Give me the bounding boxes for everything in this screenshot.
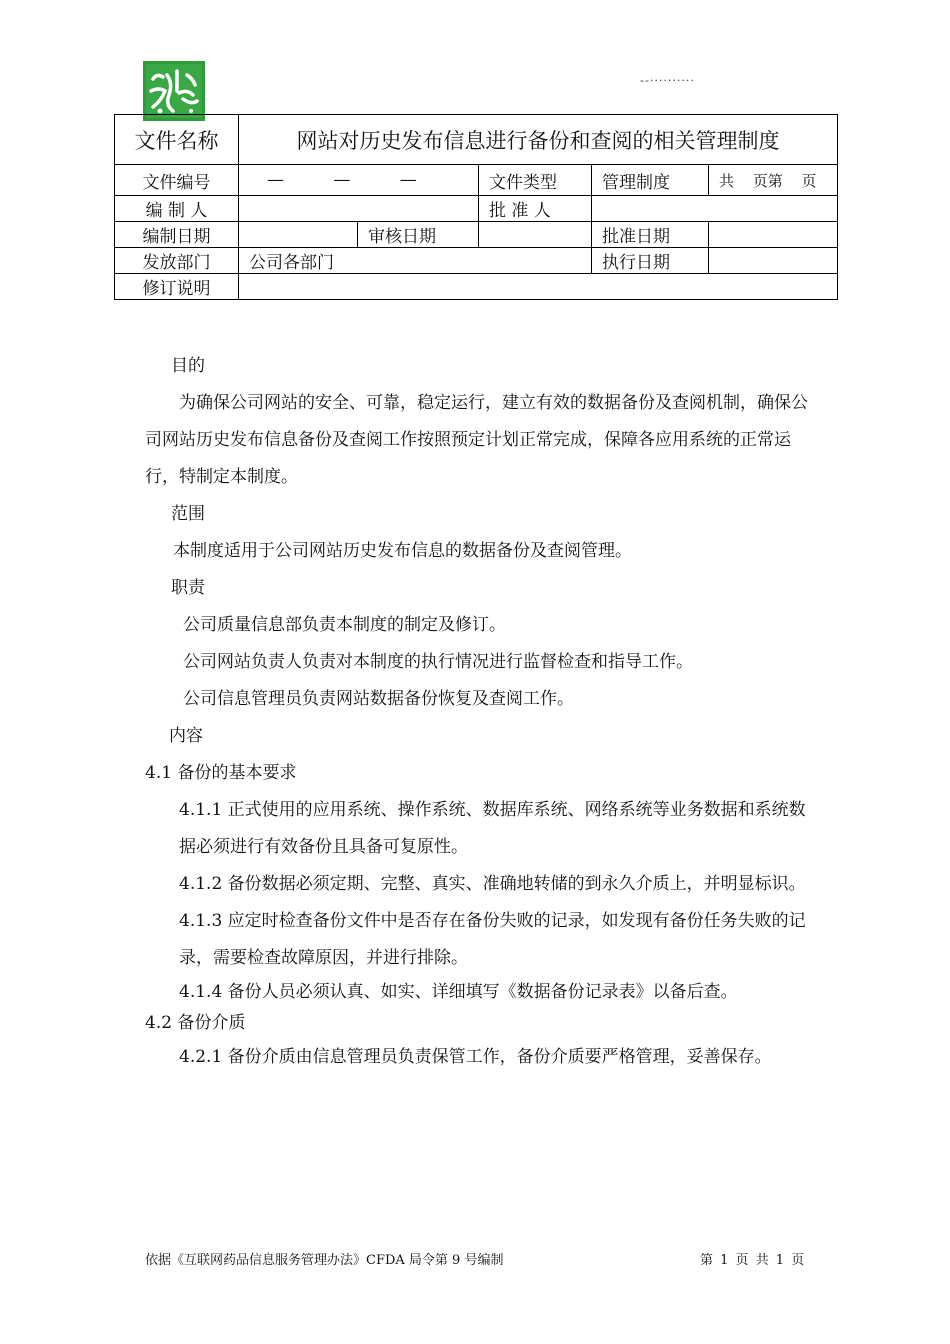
duty-item: 公司网站负责人负责对本制度的执行情况进行监督检查和指导工作。 bbox=[183, 652, 693, 672]
purpose-text: 为确保公司网站的安全、可靠，稳定运行，建立有效的数据备份及查阅机制，确保公司网站历史发布信息备份及查阅工作按照预定计划正常完成，保障各应用系统的正常运行，特制定本制度。 bbox=[145, 393, 808, 487]
revision-label: 修订说明 bbox=[115, 274, 239, 300]
purpose-heading: 目的 bbox=[171, 356, 205, 376]
section-heading: 4.1 备份的基本要求 bbox=[145, 763, 297, 783]
approver-label: 批 准 人 bbox=[479, 196, 592, 222]
section-item: 4.1.2 备份数据必须定期、完整、真实、准确地转储的到永久介质上，并明显标识。 bbox=[179, 874, 806, 894]
page-count-value: 共 页第 页 bbox=[709, 165, 838, 196]
approver-value bbox=[592, 196, 838, 222]
duty-heading: 职责 bbox=[171, 578, 205, 598]
author-value bbox=[239, 196, 479, 222]
file-type-label: 文件类型 bbox=[479, 165, 592, 196]
execution-date-value bbox=[709, 248, 838, 274]
execution-date-label: 执行日期 bbox=[592, 248, 709, 274]
approve-date-value bbox=[709, 222, 838, 248]
department-label: 发放部门 bbox=[115, 248, 239, 274]
file-number-value: — — — bbox=[239, 165, 479, 196]
duty-item: 公司质量信息部负责本制度的制定及修订。 bbox=[183, 615, 506, 635]
compile-date-label: 编制日期 bbox=[115, 222, 239, 248]
document-body bbox=[145, 348, 815, 1076]
review-date-label: 审核日期 bbox=[358, 222, 479, 248]
review-date-value bbox=[479, 222, 592, 248]
scope-text: 本制度适用于公司网站历史发布信息的数据备份及查阅管理。 bbox=[173, 541, 632, 561]
section-item: 4.2.1 备份介质由信息管理员负责保管工作，备份介质要严格管理，妥善保存。 bbox=[179, 1047, 772, 1067]
approve-date-label: 批准日期 bbox=[592, 222, 709, 248]
document-info-table bbox=[114, 114, 838, 300]
file-name-label: 文件名称 bbox=[115, 115, 239, 165]
footer-basis: 依据《互联网药品信息服务管理办法》CFDA 局令第 9 号编制 bbox=[145, 1253, 504, 1268]
footer-page-number: 第 1 页 共 1 页 bbox=[700, 1253, 805, 1268]
company-logo bbox=[143, 61, 205, 121]
section-heading: 4.2 备份介质 bbox=[145, 1013, 246, 1033]
content-heading: 内容 bbox=[169, 726, 203, 746]
section-item: 4.1.3 应定时检查备份文件中是否存在备份失败的记录，如发现有备份任务失败的记录，需要检查故障原因，并进行排除。 bbox=[179, 911, 806, 968]
author-label: 编 制 人 bbox=[115, 196, 239, 222]
compile-date-value bbox=[239, 222, 358, 248]
scope-heading: 范围 bbox=[171, 504, 205, 524]
department-value: 公司各部门 bbox=[239, 248, 592, 274]
section-item: 4.1.4 备份人员必须认真、如实、详细填写《数据备份记录表》以备后查。 bbox=[179, 982, 738, 1002]
revision-value bbox=[239, 274, 838, 300]
file-type-value: 管理制度 bbox=[592, 165, 709, 196]
file-name-value: 网站对历史发布信息进行备份和查阅的相关管理制度 bbox=[239, 115, 838, 165]
header-note: --‧‧‧‧‧‧‧‧‧‧ bbox=[640, 74, 695, 87]
duty-item: 公司信息管理员负责网站数据备份恢复及查阅工作。 bbox=[183, 689, 574, 709]
section-item: 4.1.1 正式使用的应用系统、操作系统、数据库系统、网络系统等业务数据和系统数据必须进行有效备份且具备可复原性。 bbox=[179, 800, 806, 857]
file-number-label: 文件编号 bbox=[115, 165, 239, 196]
